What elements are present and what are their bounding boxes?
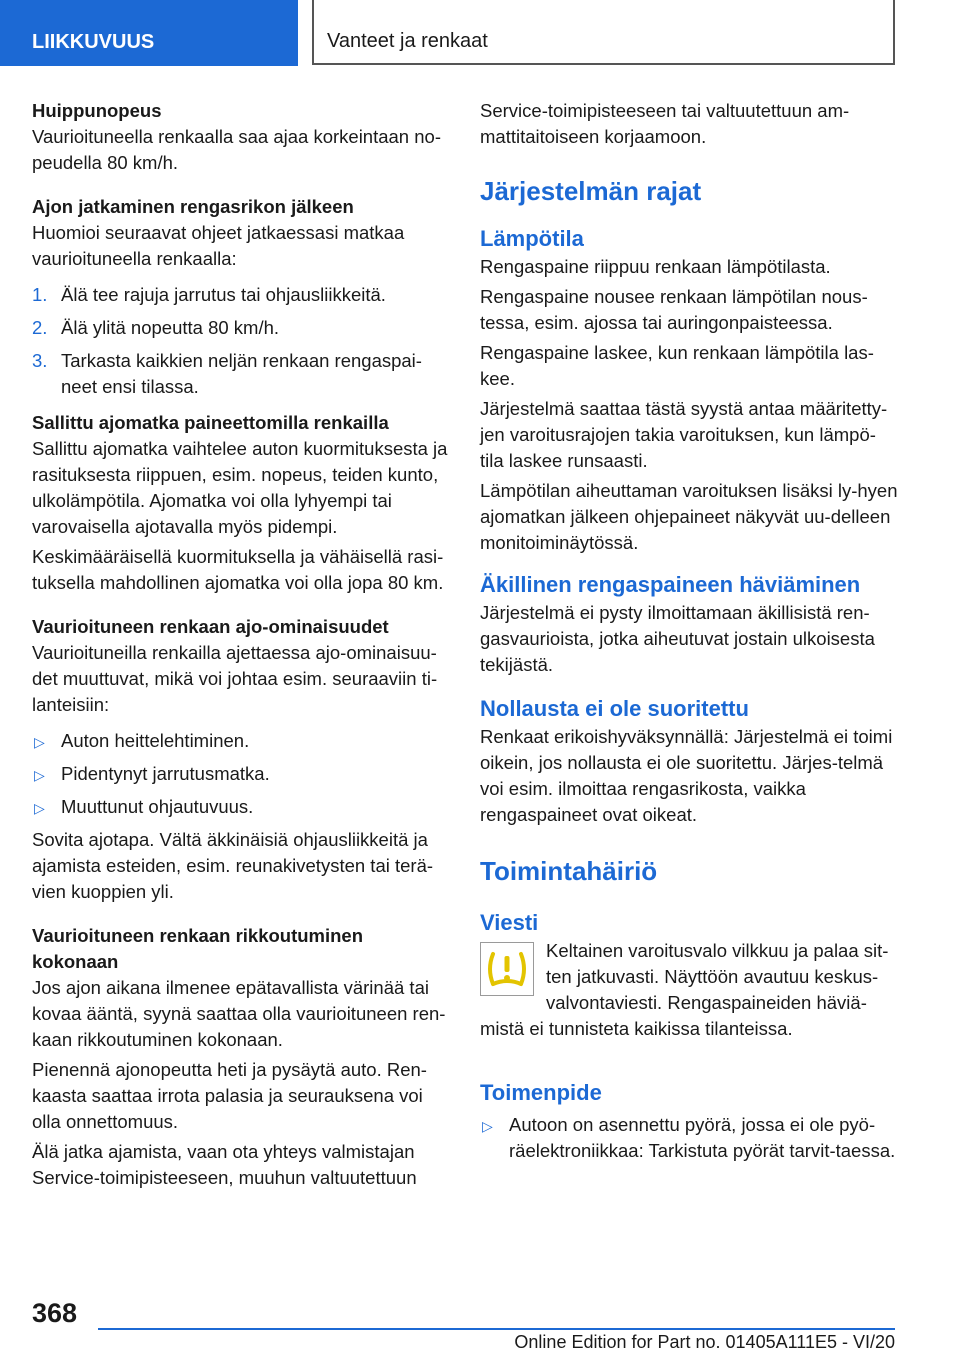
page-header [0, 0, 960, 66]
paragraph-destruction-3: Älä jatka ajamista, vaan ota yhteys valmistajan Service-toimipisteeseen, muuhun valtuutettuun [32, 1141, 417, 1188]
section-tab: LIIKKUVUUS [0, 0, 298, 66]
triangle-bullet-icon: ▷ [482, 1118, 493, 1134]
step-number: 1. [32, 284, 48, 305]
paragraph-range-1: Sallittu ajomatka vaihtelee auton kuormituksesta ja rasituksesta riippuen, esim. nopeus, teiden kunto, ulkolämpötila. Ajomatka voi olla lyhyempi tai varovaisella ajotavalla myös pidempi. [32, 438, 448, 537]
bullet-text: Pidentynyt jarrutusmatka. [61, 763, 270, 784]
heading-temperature: Lämpötila [480, 226, 584, 251]
left-column [32, 98, 450, 1195]
steps-list [32, 282, 450, 400]
step-text: Älä ylitä nopeutta 80 km/h. [61, 317, 280, 338]
bullet-text: Auton heittelehtiminen. [61, 730, 250, 751]
paragraph-continue-driving: Huomioi seuraavat ohjeet jatkaessasi matkaa vaurioituneella renkaalla: [32, 222, 405, 269]
paragraph-message: Keltainen varoitusvalo vilkkuu ja palaa sit-ten jatkuvasti. Näyttöön avautuu keskus-valvontaviesti. Rengaspaineiden häviä-mistä ei tunnisteta kaikissa tilanteissa. [480, 940, 889, 1039]
paragraph-destruction-1: Jos ajon aikana ilmenee epätavallista värinää tai kovaa ääntä, syynä saattaa olla vaurioituneen ren-kaan rikkoutuminen kokonaan. [32, 977, 446, 1050]
paragraph-adapt-driving: Sovita ajotapa. Vältä äkkinäisiä ohjausliikkeitä ja ajamista esteiden, esim. reunakivetysten tai terä-vien kuoppien yli. [32, 829, 434, 902]
action-bullets-list [480, 1112, 898, 1164]
list-item [32, 282, 450, 308]
paragraph-destruction-2: Pienennä ajonopeutta heti ja pysäytä auto. Ren-kaasta saattaa irrota palasia ja seurauksena voi olla onnettomuus. [32, 1059, 427, 1132]
heading-top-speed: Huippunopeus [32, 100, 162, 121]
list-item [32, 728, 450, 754]
paragraph-top-speed: Vaurioituneella renkaalla saa ajaa korkeintaan no-peudella 80 km/h. [32, 126, 441, 173]
paragraph-temperature-1: Rengaspaine riippuu renkaan lämpötilasta. [480, 256, 831, 277]
paragraph-sudden-pressure-loss: Järjestelmä ei pysty ilmoittamaan äkillisistä ren-gasvaurioista, jotka aiheutuvat jostain ulkoisesta tekijästä. [480, 602, 875, 675]
paragraph-temperature-3: Rengaspaine laskee, kun renkaan lämpötila las-kee. [480, 342, 874, 389]
paragraph-continued: Service-toimipisteeseen tai valtuutettuun am-mattitaitoiseen korjaamoon. [480, 100, 850, 147]
heading-action: Toimenpide [480, 1080, 602, 1105]
heading-continue-driving: Ajon jatkaminen rengasrikon jälkeen [32, 196, 354, 217]
heading-message: Viesti [480, 910, 539, 935]
bullet-text: Muuttunut ohjautuvuus. [61, 796, 254, 817]
paragraph-range-2: Keskimääräisellä kuormituksella ja vähäisellä rasi-tuksella mahdollinen ajomatka voi olla jopa 80 km. [32, 546, 444, 593]
heading-malfunction: Toimintahäiriö [480, 856, 658, 886]
heading-reset-not-done: Nollausta ei ole suoritettu [480, 696, 749, 721]
list-item [32, 315, 450, 341]
heading-range: Sallittu ajomatka paineettomilla renkailla [32, 412, 389, 433]
list-item [32, 348, 450, 400]
bullet-text: Autoon on asennettu pyörä, jossa ei ole pyö-räelektroniikkaa: Tarkistuta pyörät tarvit-taessa. [509, 1114, 896, 1161]
paragraph-driving-properties: Vaurioituneilla renkailla ajettaessa ajo-ominaisuu-det muuttuvat, mikä voi johtaa esim. seuraaviin ti-lanteisiin: [32, 642, 438, 715]
step-text: Tarkasta kaikkien neljän renkaan rengaspai-neet ensi tilassa. [61, 350, 422, 397]
step-text: Älä tee rajuja jarrutus tai ohjausliikkeitä. [61, 284, 386, 305]
paragraph-reset-not-done: Renkaat erikoishyväksynnällä: Järjestelmä ei toimi oikein, jos nollausta ei ole suoritettu. Järjes-telmä voi esim. ilmoittaa rengasrikosta, vaikka rengaspaineet ovat oikeat. [480, 726, 893, 825]
chapter-tab: Vanteet ja renkaat [312, 0, 895, 65]
right-column [480, 98, 898, 1171]
page-footer [0, 1290, 960, 1362]
heading-system-limits: Järjestelmän rajat [480, 176, 702, 206]
step-number: 2. [32, 317, 48, 338]
paragraph-temperature-4: Järjestelmä saattaa tästä syystä antaa määritetty-jen varoitusrajojen takia varoituksen, kun lämpö-tila laskee runsaasti. [480, 398, 888, 471]
triangle-bullet-icon: ▷ [34, 767, 45, 783]
paragraph-temperature-5: Lämpötilan aiheuttaman varoituksen lisäksi ly-hyen ajomatkan jälkeen ohjepaineet näkyvät uu-delleen monitoiminäytössä. [480, 480, 898, 553]
warning-message-block [480, 938, 898, 1042]
heading-tire-destruction: Vaurioituneen renkaan rikkoutuminen kokonaan [32, 925, 364, 972]
paragraph-temperature-2: Rengaspaine nousee renkaan lämpötilan nous-tessa, esim. ajossa tai auringonpaisteessa. [480, 286, 868, 333]
heading-sudden-pressure-loss: Äkillinen rengaspaineen häviäminen [480, 572, 861, 597]
triangle-bullet-icon: ▷ [34, 800, 45, 816]
bullets-list [32, 728, 450, 820]
tire-pressure-warning-icon [480, 942, 534, 996]
step-number: 3. [32, 350, 48, 371]
heading-driving-properties: Vaurioituneen renkaan ajo-ominaisuudet [32, 616, 389, 637]
footer-divider [98, 1328, 895, 1330]
page-number: 368 [32, 1298, 78, 1328]
triangle-bullet-icon: ▷ [34, 734, 45, 750]
list-item [32, 761, 450, 787]
edition-text: Online Edition for Part no. 01405A111E5 - VI/20 [514, 1332, 895, 1352]
list-item [32, 794, 450, 820]
list-item [480, 1112, 898, 1164]
